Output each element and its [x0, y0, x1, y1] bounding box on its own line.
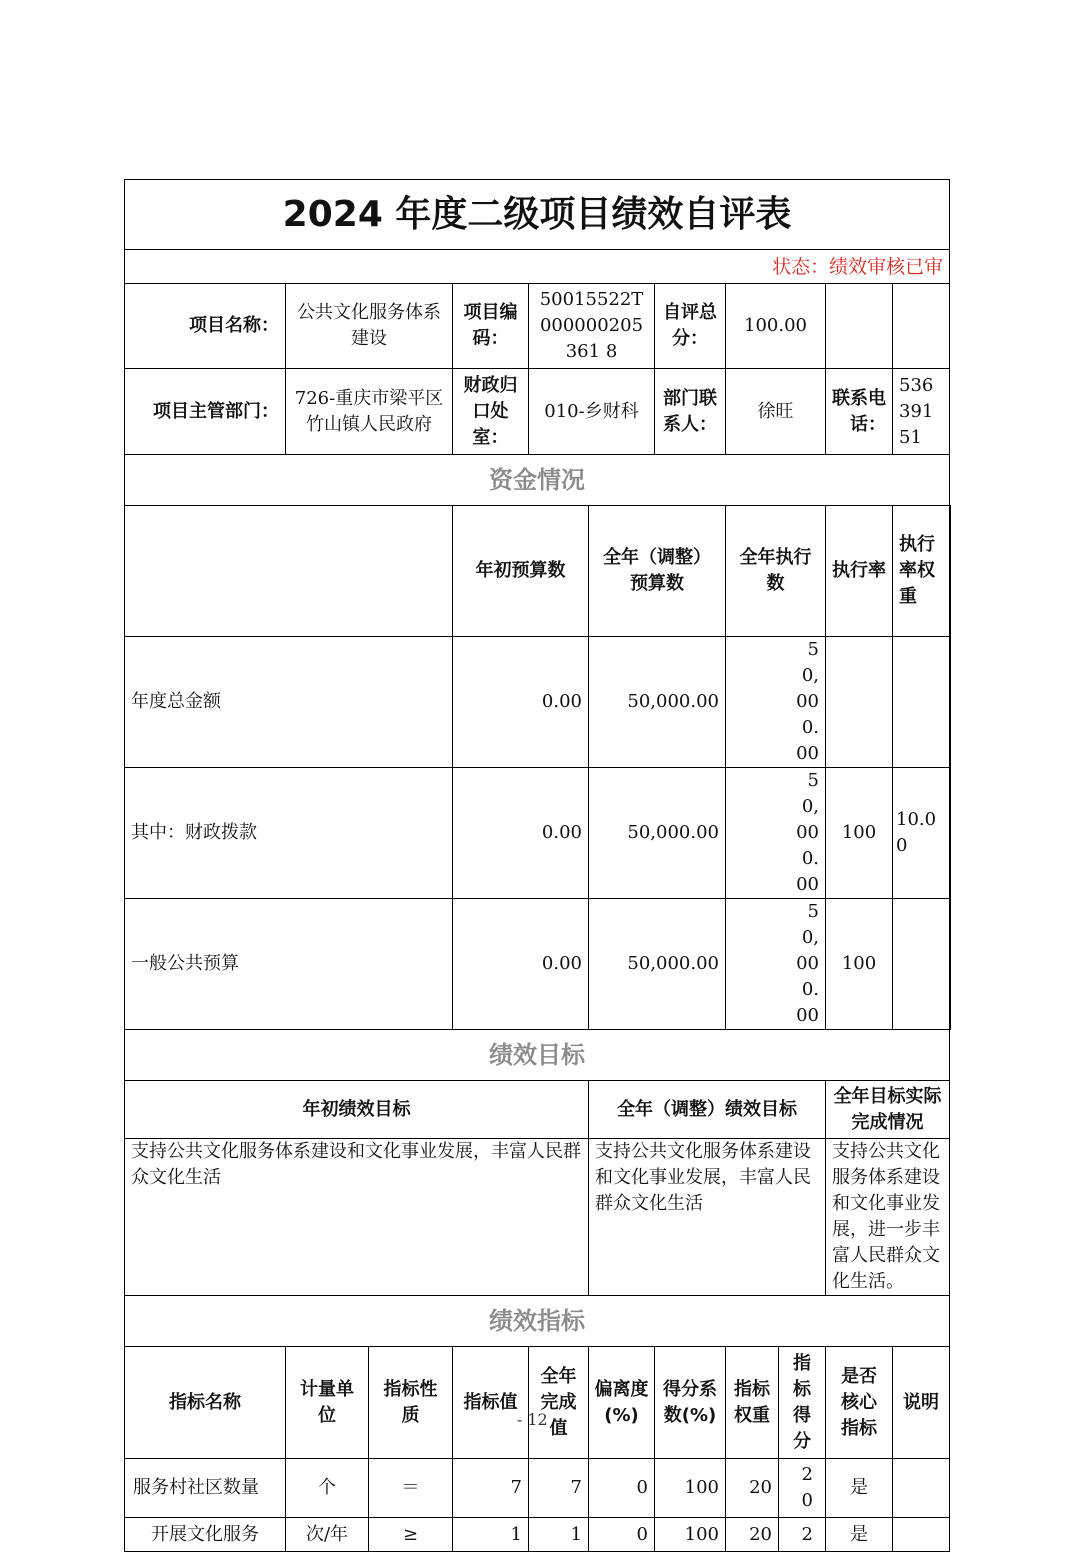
indicator-header-core: 是否核心指标	[826, 1347, 893, 1459]
indicator-value: 1	[453, 1518, 529, 1552]
indicator-weight: 20	[726, 1518, 779, 1552]
empty-cell	[826, 284, 893, 369]
self-score-value: 100.00	[726, 284, 826, 369]
indicator-actual: 7	[529, 1459, 589, 1518]
funds-header-empty	[125, 506, 453, 637]
finance-office-label: 财政归口处室：	[453, 369, 529, 455]
indicator-header-nature: 指标性质	[369, 1347, 453, 1459]
indicator-header-name: 指标名称	[125, 1347, 286, 1459]
indicator-note	[893, 1518, 950, 1552]
goal-actual-text: 支持公共文化服务体系建设和文化事业发展，进一步丰富人民群众文化生活。	[826, 1139, 950, 1296]
indicator-core: 是	[826, 1518, 893, 1552]
dept-value: 726-重庆市梁平区竹山镇人民政府	[286, 369, 453, 455]
evaluation-form-table	[124, 179, 951, 1552]
indicator-header-value: 指标值	[453, 1347, 529, 1459]
phone-label: 联系电话：	[826, 369, 893, 455]
funds-row-rate	[826, 637, 893, 768]
indicator-nature: ＝	[369, 1459, 453, 1518]
contact-value: 徐旺	[726, 369, 826, 455]
funds-row-score	[950, 899, 951, 1030]
page-title: 2024 年度二级项目绩效自评表	[125, 180, 950, 250]
funds-row-initial: 0.00	[453, 768, 589, 899]
indicator-name: 开展文化服务	[125, 1518, 286, 1552]
funds-row-initial: 0.00	[453, 899, 589, 1030]
funds-row-executed: 50,000.00	[726, 637, 826, 768]
funds-row-name: 一般公共预算	[125, 899, 453, 1030]
funds-header-rate: 执行率	[826, 506, 893, 637]
goals-header-adjusted: 全年（调整）绩效目标	[589, 1081, 826, 1139]
phone-value: 53639151	[893, 369, 950, 455]
indicator-header-score: 指标得分	[779, 1347, 826, 1459]
project-code-label: 项目编码：	[453, 284, 529, 369]
indicators-section-title: 绩效指标	[125, 1296, 950, 1347]
indicator-note	[893, 1459, 950, 1518]
self-score-label: 自评总分：	[655, 284, 726, 369]
funds-header-weight: 执行率权重	[893, 506, 950, 637]
indicator-coef: 100	[655, 1459, 726, 1518]
indicator-header-unit: 计量单位	[286, 1347, 369, 1459]
indicator-weight: 20	[726, 1459, 779, 1518]
funds-row-rate: 100	[826, 768, 893, 899]
indicator-score: 2	[779, 1518, 826, 1552]
project-name-label: 项目名称：	[125, 284, 286, 369]
indicator-nature: ≥	[369, 1518, 453, 1552]
funds-row-adjusted: 50,000.00	[589, 899, 726, 1030]
funds-section-title: 资金情况	[125, 455, 950, 506]
funds-row-adjusted: 50,000.00	[589, 637, 726, 768]
funds-row-score	[950, 637, 951, 768]
funds-row-adjusted: 50,000.00	[589, 768, 726, 899]
indicator-actual: 1	[529, 1518, 589, 1552]
indicator-header-actual: 全年完成值	[529, 1347, 589, 1459]
indicator-unit: 次/年	[286, 1518, 369, 1552]
funds-row-rate: 100	[826, 899, 893, 1030]
funds-row-initial: 0.00	[453, 637, 589, 768]
dept-label: 项目主管部门：	[125, 369, 286, 455]
indicator-score: 20	[779, 1459, 826, 1518]
funds-row-name: 年度总金额	[125, 637, 453, 768]
indicator-deviation: 0	[589, 1518, 655, 1552]
funds-row-weight: 10.00	[893, 768, 950, 899]
indicator-coef: 100	[655, 1518, 726, 1552]
funds-row-executed: 50,000.00	[726, 899, 826, 1030]
goal-initial-text: 支持公共文化服务体系建设和文化事业发展，丰富人民群众文化生活	[125, 1139, 589, 1296]
funds-row-score	[950, 768, 951, 899]
indicator-value: 7	[453, 1459, 529, 1518]
project-code-value: 50015522T000000205361 8	[529, 284, 655, 369]
finance-office-value: 010-乡财科	[529, 369, 655, 455]
project-name-value: 公共文化服务体系建设	[286, 284, 453, 369]
indicator-name: 服务村社区数量	[125, 1459, 286, 1518]
funds-row-executed: 50,000.00	[726, 768, 826, 899]
funds-header-initial: 年初预算数	[453, 506, 589, 637]
funds-header-executed: 全年执行数	[726, 506, 826, 637]
goal-adjusted-text: 支持公共文化服务体系建设和文化事业发展，丰富人民群众文化生活	[589, 1139, 826, 1296]
indicator-header-deviation: 偏离度(%)	[589, 1347, 655, 1459]
funds-header-adjusted: 全年（调整）预算数	[589, 506, 726, 637]
indicator-core: 是	[826, 1459, 893, 1518]
indicator-deviation: 0	[589, 1459, 655, 1518]
goals-header-actual: 全年目标实际完成情况	[826, 1081, 950, 1139]
funds-row-weight	[893, 637, 950, 768]
page-number: - 12 -	[516, 1410, 559, 1429]
goals-header-initial: 年初绩效目标	[125, 1081, 589, 1139]
indicator-header-coef: 得分系数(%)	[655, 1347, 726, 1459]
funds-header-score	[950, 506, 951, 637]
empty-cell	[893, 284, 950, 369]
indicator-header-note: 说明	[893, 1347, 950, 1459]
funds-row-name: 其中：财政拨款	[125, 768, 453, 899]
status-label: 状态：绩效审核已审	[125, 250, 950, 284]
contact-label: 部门联系人：	[655, 369, 726, 455]
indicator-unit: 个	[286, 1459, 369, 1518]
indicator-header-weight: 指标权重	[726, 1347, 779, 1459]
goals-section-title: 绩效目标	[125, 1030, 950, 1081]
funds-row-weight	[893, 899, 950, 1030]
